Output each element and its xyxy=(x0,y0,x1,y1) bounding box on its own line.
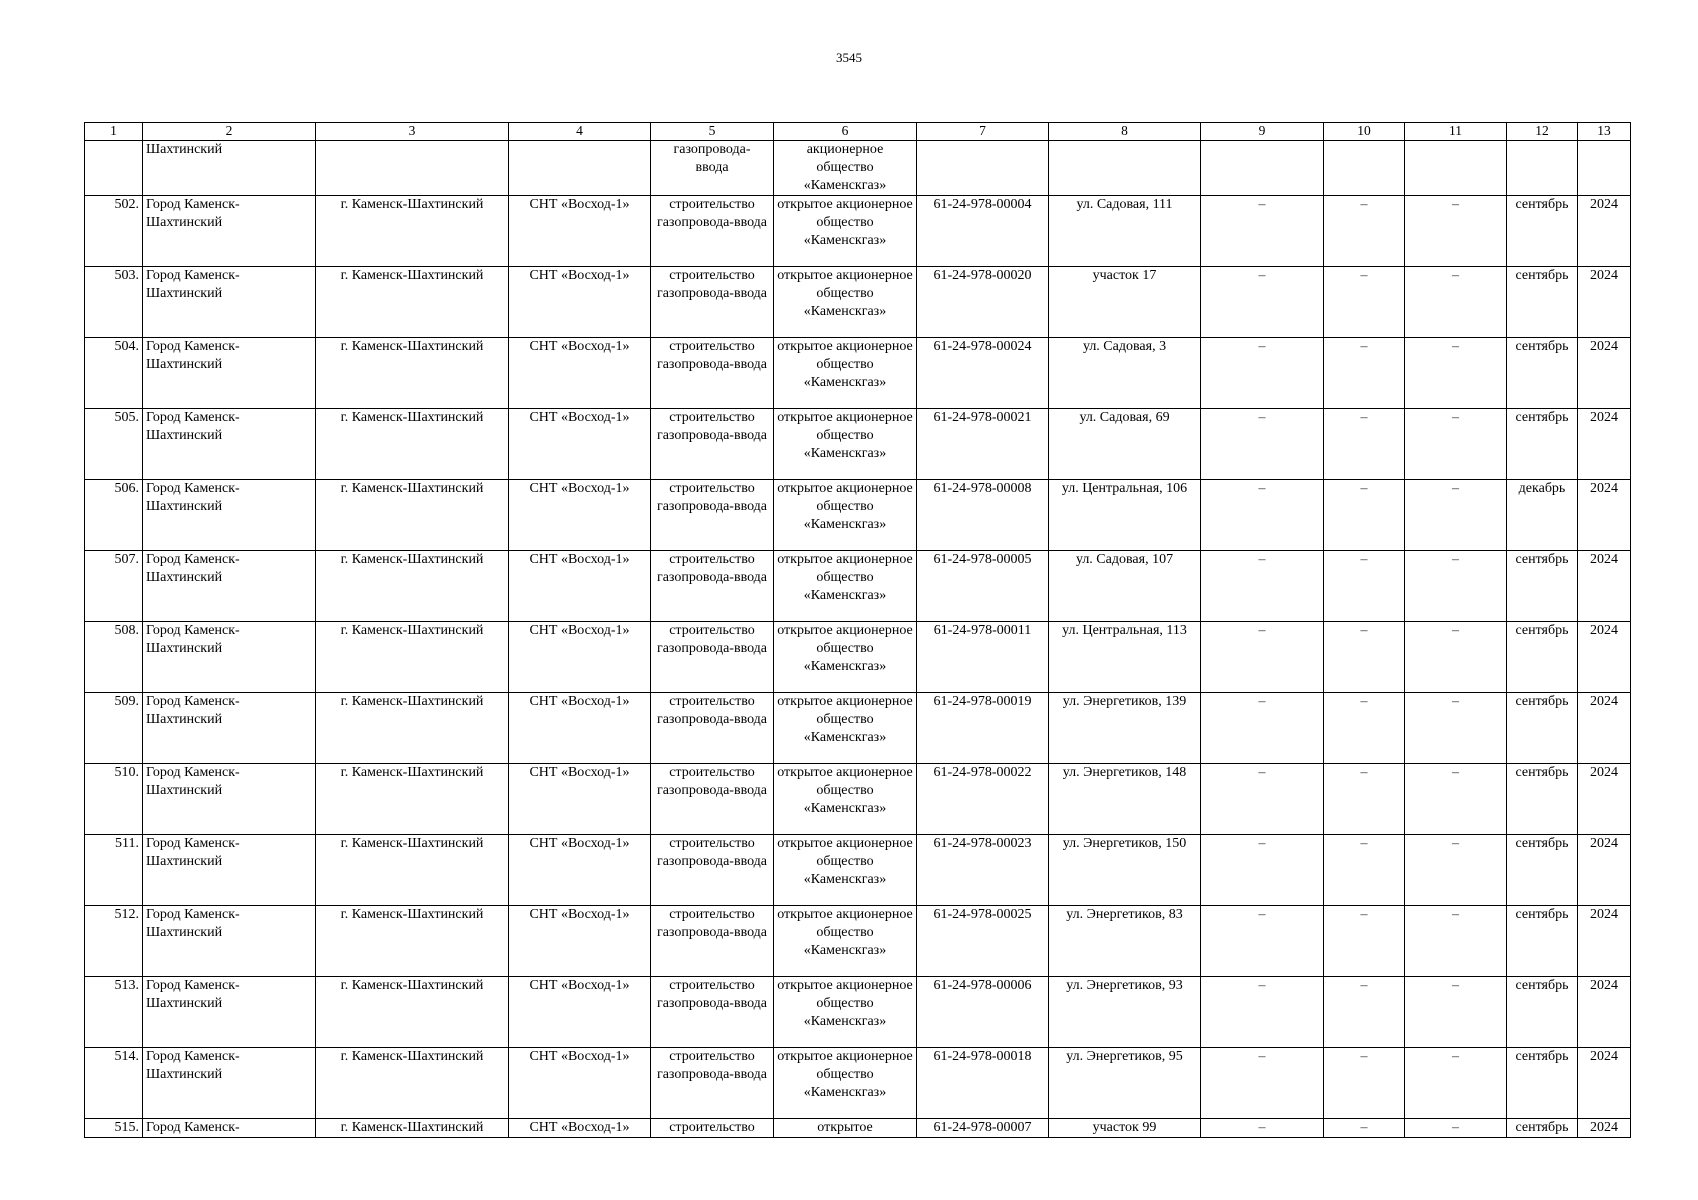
table-row xyxy=(85,196,1631,267)
cell-org: открытое акционерное общество «Каменскгаз» xyxy=(774,622,917,693)
cell-row-number: 509. xyxy=(85,693,143,764)
cell-org: открытое xyxy=(774,1119,917,1138)
cell-col10: – xyxy=(1324,1119,1405,1138)
cell-org: открытое акционерное общество «Каменскгаз» xyxy=(774,906,917,977)
cell-year: 2024 xyxy=(1578,1119,1631,1138)
table-row xyxy=(85,906,1631,977)
cell-year: 2024 xyxy=(1578,764,1631,835)
cell-address: ул. Энергетиков, 95 xyxy=(1049,1048,1201,1119)
cell-col11: – xyxy=(1405,977,1507,1048)
table-body xyxy=(85,123,1631,1138)
cell-month: сентябрь xyxy=(1507,1119,1578,1138)
cell-col11: – xyxy=(1405,622,1507,693)
cell-month: сентябрь xyxy=(1507,835,1578,906)
column-header: 6 xyxy=(774,123,917,141)
cell-org: открытое акционерное общество «Каменскгаз» xyxy=(774,835,917,906)
cell-locality: СНТ «Восход-1» xyxy=(509,338,651,409)
cell-municipality: Город Каменск-Шахтинский xyxy=(143,622,316,693)
cell-municipality: Город Каменск-Шахтинский xyxy=(143,906,316,977)
cell-org: открытое акционерное общество «Каменскгаз» xyxy=(774,977,917,1048)
cell-col10: – xyxy=(1324,977,1405,1048)
cell-municipality: Город Каменск-Шахтинский xyxy=(143,196,316,267)
cell-col9: – xyxy=(1201,551,1324,622)
cell-row-number: 503. xyxy=(85,267,143,338)
table-row xyxy=(85,764,1631,835)
cell-settlement: г. Каменск-Шахтинский xyxy=(316,267,509,338)
cell-year: 2024 xyxy=(1578,267,1631,338)
cell-year: 2024 xyxy=(1578,196,1631,267)
cell-settlement: г. Каменск-Шахтинский xyxy=(316,764,509,835)
column-header: 7 xyxy=(917,123,1049,141)
cell-col11: – xyxy=(1405,409,1507,480)
cell-col10: – xyxy=(1324,622,1405,693)
cell-address: ул. Садовая, 107 xyxy=(1049,551,1201,622)
cell-code: 61-24-978-00019 xyxy=(917,693,1049,764)
cell-code: 61-24-978-00024 xyxy=(917,338,1049,409)
cell-col11: – xyxy=(1405,835,1507,906)
cell-row-number: 512. xyxy=(85,906,143,977)
cell-month: сентябрь xyxy=(1507,551,1578,622)
cell-municipality: Город Каменск-Шахтинский xyxy=(143,835,316,906)
table-row xyxy=(85,480,1631,551)
cell-col10: – xyxy=(1324,835,1405,906)
cell-col9: – xyxy=(1201,622,1324,693)
cell-col9: – xyxy=(1201,693,1324,764)
table-row xyxy=(85,1048,1631,1119)
cell-locality: СНТ «Восход-1» xyxy=(509,551,651,622)
cell-municipality: Город Каменск-Шахтинский xyxy=(143,338,316,409)
cell-municipality: Шахтинский xyxy=(143,141,316,196)
cell-col11: – xyxy=(1405,480,1507,551)
cell-settlement: г. Каменск-Шахтинский xyxy=(316,196,509,267)
cell-work: строительство газопровода-ввода xyxy=(651,409,774,480)
cell-empty xyxy=(316,141,509,196)
cell-code: 61-24-978-00011 xyxy=(917,622,1049,693)
cell-col9: – xyxy=(1201,1119,1324,1138)
column-header: 4 xyxy=(509,123,651,141)
column-header: 13 xyxy=(1578,123,1631,141)
cell-address: ул. Садовая, 111 xyxy=(1049,196,1201,267)
cell-municipality: Город Каменск-Шахтинский xyxy=(143,764,316,835)
cell-empty xyxy=(1507,141,1578,196)
cell-locality: СНТ «Восход-1» xyxy=(509,622,651,693)
cell-settlement: г. Каменск-Шахтинский xyxy=(316,409,509,480)
cell-col11: – xyxy=(1405,196,1507,267)
cell-empty xyxy=(1578,141,1631,196)
cell-org: открытое акционерное общество «Каменскгаз» xyxy=(774,196,917,267)
cell-work: строительство газопровода-ввода xyxy=(651,977,774,1048)
cell-col10: – xyxy=(1324,693,1405,764)
cell-address: ул. Энергетиков, 83 xyxy=(1049,906,1201,977)
cell-settlement: г. Каменск-Шахтинский xyxy=(316,480,509,551)
cell-empty xyxy=(917,141,1049,196)
cell-empty xyxy=(1405,141,1507,196)
cell-work: строительство газопровода-ввода xyxy=(651,622,774,693)
cell-locality: СНТ «Восход-1» xyxy=(509,764,651,835)
cell-col10: – xyxy=(1324,338,1405,409)
cell-settlement: г. Каменск-Шахтинский xyxy=(316,622,509,693)
cell-work: строительство xyxy=(651,1119,774,1138)
cell-col10: – xyxy=(1324,551,1405,622)
column-number-row xyxy=(85,123,1631,141)
table-row xyxy=(85,693,1631,764)
column-header: 5 xyxy=(651,123,774,141)
cell-row-number: 515. xyxy=(85,1119,143,1138)
cell-col11: – xyxy=(1405,1048,1507,1119)
cell-address: ул. Энергетиков, 139 xyxy=(1049,693,1201,764)
cell-locality: СНТ «Восход-1» xyxy=(509,906,651,977)
cell-org: открытое акционерное общество «Каменскгаз» xyxy=(774,338,917,409)
cell-address: участок 17 xyxy=(1049,267,1201,338)
cell-code: 61-24-978-00007 xyxy=(917,1119,1049,1138)
cell-municipality: Город Каменск-Шахтинский xyxy=(143,977,316,1048)
cell-year: 2024 xyxy=(1578,409,1631,480)
cell-locality: СНТ «Восход-1» xyxy=(509,977,651,1048)
table-row xyxy=(85,835,1631,906)
cell-locality: СНТ «Восход-1» xyxy=(509,1048,651,1119)
register-table xyxy=(84,122,1631,1138)
cell-locality: СНТ «Восход-1» xyxy=(509,409,651,480)
cell-col11: – xyxy=(1405,906,1507,977)
cell-col11: – xyxy=(1405,764,1507,835)
cell-month: сентябрь xyxy=(1507,267,1578,338)
continuation-row xyxy=(85,141,1631,196)
cell-code: 61-24-978-00022 xyxy=(917,764,1049,835)
cell-code: 61-24-978-00006 xyxy=(917,977,1049,1048)
cell-col10: – xyxy=(1324,480,1405,551)
cell-col9: – xyxy=(1201,1048,1324,1119)
cell-work: газопровода- ввода xyxy=(651,141,774,196)
cell-code: 61-24-978-00018 xyxy=(917,1048,1049,1119)
cell-year: 2024 xyxy=(1578,622,1631,693)
table-row xyxy=(85,551,1631,622)
cell-month: сентябрь xyxy=(1507,1048,1578,1119)
cell-address: ул. Садовая, 3 xyxy=(1049,338,1201,409)
cell-address: ул. Энергетиков, 93 xyxy=(1049,977,1201,1048)
cell-col9: – xyxy=(1201,409,1324,480)
cell-col9: – xyxy=(1201,480,1324,551)
cell-address: участок 99 xyxy=(1049,1119,1201,1138)
cell-municipality: Город Каменск-Шахтинский xyxy=(143,551,316,622)
cell-locality: СНТ «Восход-1» xyxy=(509,693,651,764)
cell-code: 61-24-978-00005 xyxy=(917,551,1049,622)
cell-municipality: Город Каменск-Шахтинский xyxy=(143,267,316,338)
cell-municipality: Город Каменск-Шахтинский xyxy=(143,693,316,764)
cell-municipality: Город Каменск-Шахтинский xyxy=(143,409,316,480)
cell-col9: – xyxy=(1201,338,1324,409)
table-row xyxy=(85,267,1631,338)
cell-row-number: 510. xyxy=(85,764,143,835)
column-header: 8 xyxy=(1049,123,1201,141)
column-header: 12 xyxy=(1507,123,1578,141)
cell-org: открытое акционерное общество «Каменскгаз» xyxy=(774,1048,917,1119)
cell-locality: СНТ «Восход-1» xyxy=(509,480,651,551)
cell-col10: – xyxy=(1324,409,1405,480)
cell-col10: – xyxy=(1324,196,1405,267)
page-number: 3545 xyxy=(836,50,862,65)
cell-address: ул. Центральная, 113 xyxy=(1049,622,1201,693)
cell-work: строительство газопровода-ввода xyxy=(651,196,774,267)
cell-org: открытое акционерное общество «Каменскгаз» xyxy=(774,764,917,835)
cell-work: строительство газопровода-ввода xyxy=(651,551,774,622)
cell-row-number: 502. xyxy=(85,196,143,267)
cell-col9: – xyxy=(1201,977,1324,1048)
cell-row-number: 511. xyxy=(85,835,143,906)
cell-row-number: 513. xyxy=(85,977,143,1048)
cell-col10: – xyxy=(1324,764,1405,835)
cell-col9: – xyxy=(1201,196,1324,267)
cell-work: строительство газопровода-ввода xyxy=(651,480,774,551)
cell-col10: – xyxy=(1324,267,1405,338)
cell-empty xyxy=(85,141,143,196)
cell-year: 2024 xyxy=(1578,551,1631,622)
cell-month: сентябрь xyxy=(1507,338,1578,409)
cell-row-number: 505. xyxy=(85,409,143,480)
cell-org: акционерное общество «Каменскгаз» xyxy=(774,141,917,196)
cell-code: 61-24-978-00023 xyxy=(917,835,1049,906)
cell-code: 61-24-978-00021 xyxy=(917,409,1049,480)
cell-locality: СНТ «Восход-1» xyxy=(509,267,651,338)
cell-org: открытое акционерное общество «Каменскгаз» xyxy=(774,693,917,764)
column-header: 10 xyxy=(1324,123,1405,141)
cell-empty xyxy=(1201,141,1324,196)
cell-empty xyxy=(1049,141,1201,196)
cell-col9: – xyxy=(1201,906,1324,977)
cell-empty xyxy=(509,141,651,196)
cell-municipality: Город Каменск- xyxy=(143,1119,316,1138)
cell-code: 61-24-978-00008 xyxy=(917,480,1049,551)
column-header: 1 xyxy=(85,123,143,141)
table-row xyxy=(85,1119,1631,1138)
cell-code: 61-24-978-00004 xyxy=(917,196,1049,267)
cell-col9: – xyxy=(1201,267,1324,338)
cell-month: сентябрь xyxy=(1507,977,1578,1048)
cell-row-number: 508. xyxy=(85,622,143,693)
cell-empty xyxy=(1324,141,1405,196)
cell-municipality: Город Каменск-Шахтинский xyxy=(143,480,316,551)
cell-locality: СНТ «Восход-1» xyxy=(509,196,651,267)
cell-col9: – xyxy=(1201,835,1324,906)
cell-work: строительство газопровода-ввода xyxy=(651,835,774,906)
cell-year: 2024 xyxy=(1578,977,1631,1048)
cell-address: ул. Садовая, 69 xyxy=(1049,409,1201,480)
cell-col11: – xyxy=(1405,693,1507,764)
cell-work: строительство газопровода-ввода xyxy=(651,764,774,835)
cell-settlement: г. Каменск-Шахтинский xyxy=(316,1119,509,1138)
cell-col11: – xyxy=(1405,551,1507,622)
cell-work: строительство газопровода-ввода xyxy=(651,693,774,764)
table-row xyxy=(85,977,1631,1048)
cell-settlement: г. Каменск-Шахтинский xyxy=(316,693,509,764)
cell-settlement: г. Каменск-Шахтинский xyxy=(316,977,509,1048)
cell-row-number: 514. xyxy=(85,1048,143,1119)
cell-col11: – xyxy=(1405,338,1507,409)
column-header: 9 xyxy=(1201,123,1324,141)
table-row xyxy=(85,338,1631,409)
cell-settlement: г. Каменск-Шахтинский xyxy=(316,835,509,906)
cell-org: открытое акционерное общество «Каменскгаз» xyxy=(774,551,917,622)
table-row xyxy=(85,622,1631,693)
cell-settlement: г. Каменск-Шахтинский xyxy=(316,551,509,622)
cell-month: сентябрь xyxy=(1507,906,1578,977)
cell-address: ул. Центральная, 106 xyxy=(1049,480,1201,551)
cell-work: строительство газопровода-ввода xyxy=(651,338,774,409)
cell-month: декабрь xyxy=(1507,480,1578,551)
cell-locality: СНТ «Восход-1» xyxy=(509,835,651,906)
cell-month: сентябрь xyxy=(1507,409,1578,480)
cell-address: ул. Энергетиков, 148 xyxy=(1049,764,1201,835)
cell-year: 2024 xyxy=(1578,835,1631,906)
cell-settlement: г. Каменск-Шахтинский xyxy=(316,906,509,977)
cell-row-number: 507. xyxy=(85,551,143,622)
cell-row-number: 504. xyxy=(85,338,143,409)
column-header: 11 xyxy=(1405,123,1507,141)
cell-code: 61-24-978-00020 xyxy=(917,267,1049,338)
cell-code: 61-24-978-00025 xyxy=(917,906,1049,977)
cell-col10: – xyxy=(1324,906,1405,977)
cell-month: сентябрь xyxy=(1507,693,1578,764)
cell-col11: – xyxy=(1405,1119,1507,1138)
cell-month: сентябрь xyxy=(1507,196,1578,267)
cell-municipality: Город Каменск-Шахтинский xyxy=(143,1048,316,1119)
cell-org: открытое акционерное общество «Каменскгаз» xyxy=(774,267,917,338)
cell-work: строительство газопровода-ввода xyxy=(651,267,774,338)
cell-col9: – xyxy=(1201,764,1324,835)
cell-col10: – xyxy=(1324,1048,1405,1119)
column-header: 2 xyxy=(143,123,316,141)
table-row xyxy=(85,409,1631,480)
cell-year: 2024 xyxy=(1578,480,1631,551)
cell-col11: – xyxy=(1405,267,1507,338)
cell-month: сентябрь xyxy=(1507,622,1578,693)
cell-work: строительство газопровода-ввода xyxy=(651,906,774,977)
cell-address: ул. Энергетиков, 150 xyxy=(1049,835,1201,906)
cell-year: 2024 xyxy=(1578,693,1631,764)
cell-row-number: 506. xyxy=(85,480,143,551)
cell-month: сентябрь xyxy=(1507,764,1578,835)
cell-settlement: г. Каменск-Шахтинский xyxy=(316,1048,509,1119)
cell-year: 2024 xyxy=(1578,1048,1631,1119)
cell-settlement: г. Каменск-Шахтинский xyxy=(316,338,509,409)
cell-year: 2024 xyxy=(1578,338,1631,409)
cell-org: открытое акционерное общество «Каменскгаз» xyxy=(774,409,917,480)
cell-year: 2024 xyxy=(1578,906,1631,977)
cell-org: открытое акционерное общество «Каменскгаз» xyxy=(774,480,917,551)
cell-locality: СНТ «Восход-1» xyxy=(509,1119,651,1138)
column-header: 3 xyxy=(316,123,509,141)
cell-work: строительство газопровода-ввода xyxy=(651,1048,774,1119)
